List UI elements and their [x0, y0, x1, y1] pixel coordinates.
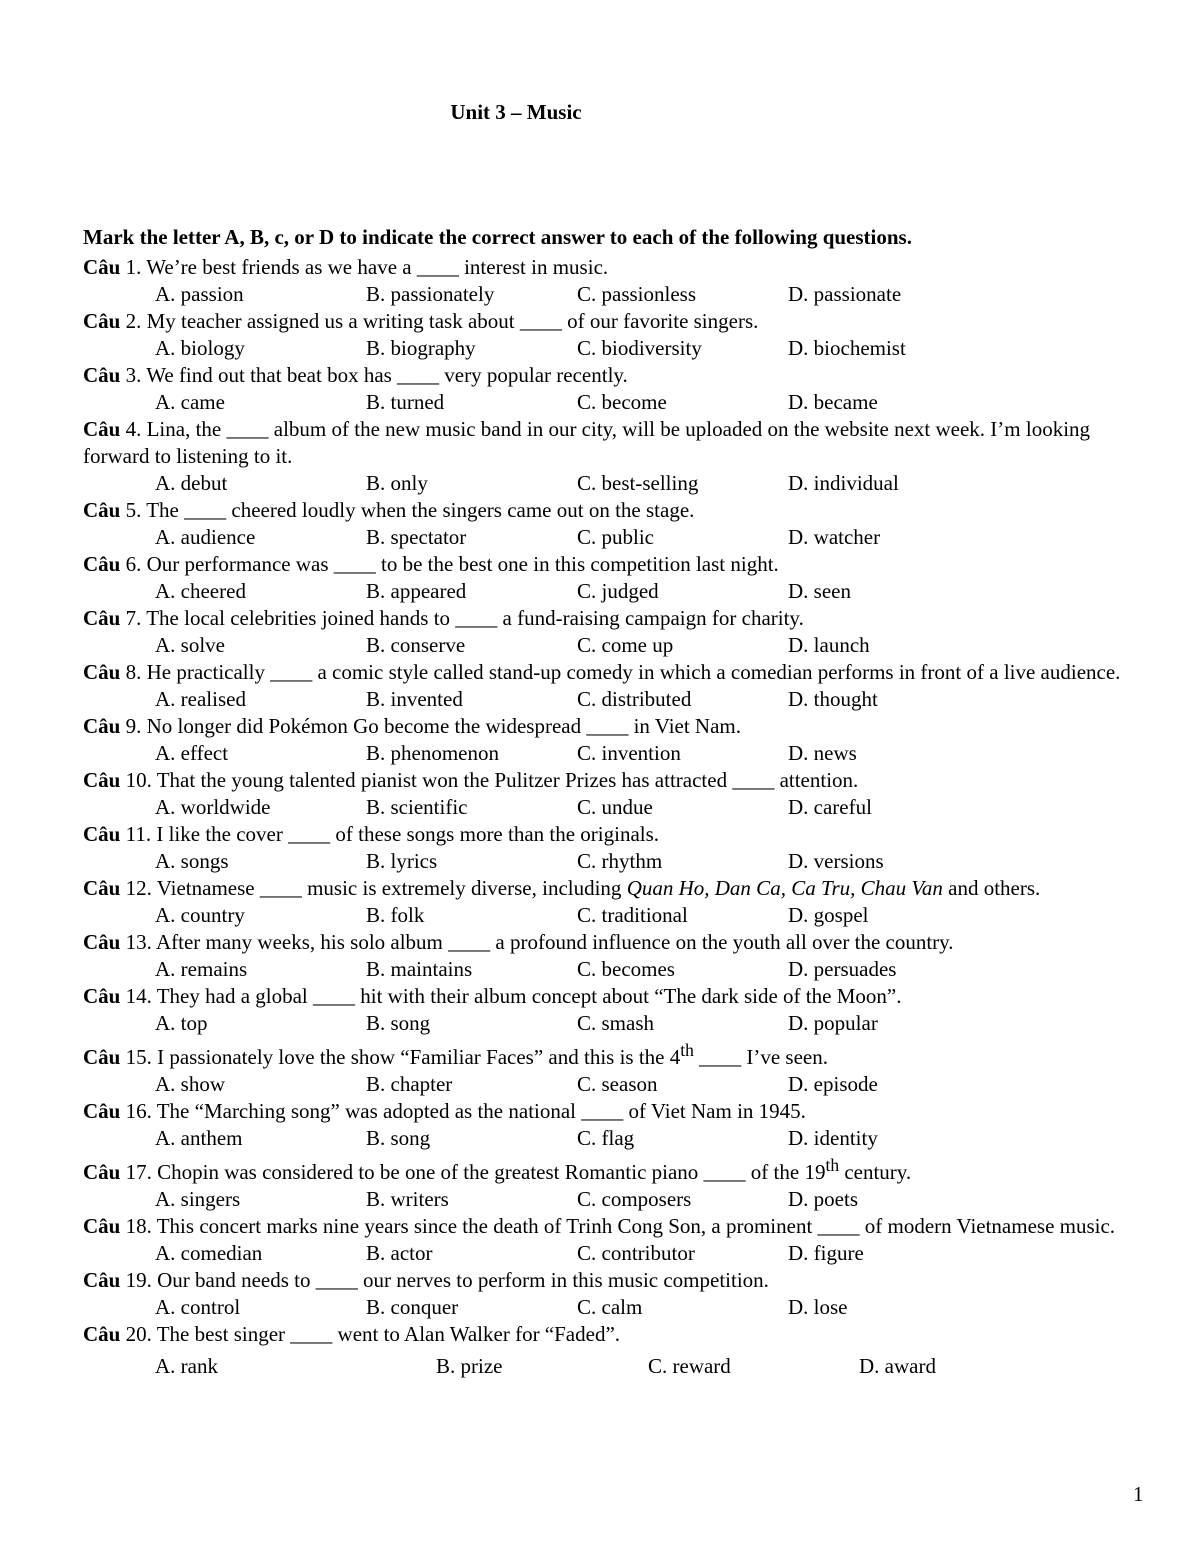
option-c: C. judged [577, 579, 659, 603]
option-a: A. debut [155, 471, 228, 495]
option-b: B. turned [366, 390, 445, 414]
option-c: C. composers [577, 1187, 692, 1211]
question-number: 10 [125, 768, 147, 792]
question-6 [83, 551, 1143, 605]
question-label: Câu [83, 930, 121, 954]
question-text [83, 875, 1143, 902]
instructions: Mark the letter A, B, c, or D to indicate the correct answer to each of the following questions. [83, 225, 912, 249]
option-a: A. country [155, 903, 245, 927]
question-list [83, 254, 1143, 1385]
option-d: D. poets [788, 1187, 858, 1211]
question-label: Câu [83, 768, 121, 792]
question-body: . Chopin was considered to be one of the greatest Romantic piano ____ of the 19 [146, 1160, 826, 1184]
option-d: D. lose [788, 1295, 848, 1319]
question-7 [83, 605, 1143, 659]
option-a: A. audience [155, 525, 256, 549]
question-label: Câu [83, 552, 121, 576]
question-body: . This concert marks nine years since the death of Trinh Cong Son, a prominent ____ of modern Vietnamese music. [146, 1214, 1116, 1238]
question-text [83, 497, 1143, 524]
question-label: Câu [83, 876, 121, 900]
question-label: Câu [83, 1160, 121, 1184]
question-body: . I like the cover ____ of these songs more than the originals. [145, 822, 660, 846]
option-c: C. best-selling [577, 471, 699, 495]
question-body: . The ____ cheered loudly when the singers came out on the stage. [136, 498, 695, 522]
question-body: . My teacher assigned us a writing task about ____ of our favorite singers. [136, 309, 759, 333]
question-label: Câu [83, 1099, 121, 1123]
option-a: A. rank [155, 1354, 218, 1378]
question-label: Câu [83, 363, 121, 387]
option-a: A. top [155, 1011, 208, 1035]
question-body: . We find out that beat box has ____ very popular recently. [136, 363, 628, 387]
question-label: Câu [83, 498, 121, 522]
option-a: A. worldwide [155, 795, 271, 819]
question-text [83, 551, 1143, 578]
answer-options [83, 1240, 1143, 1267]
option-b: B. biography [366, 336, 476, 360]
option-d: D. thought [788, 687, 878, 711]
option-c: C. passionless [577, 282, 697, 306]
option-a: A. effect [155, 741, 229, 765]
answer-options [83, 470, 1143, 497]
answer-options [83, 335, 1143, 362]
option-b: B. lyrics [366, 849, 438, 873]
question-17 [83, 1152, 1143, 1213]
question-text [83, 362, 1143, 389]
question-label: Câu [83, 660, 121, 684]
answer-options [83, 632, 1143, 659]
option-c: C. flag [577, 1126, 635, 1150]
question-label: Câu [83, 1322, 121, 1346]
question-label: Câu [83, 417, 121, 441]
question-11 [83, 821, 1143, 875]
option-c: C. undue [577, 795, 653, 819]
document-title: Unit 3 – Music [450, 100, 582, 124]
option-d: D. passionate [788, 282, 902, 306]
option-b: B. folk [366, 903, 425, 927]
question-label: Câu [83, 1214, 121, 1238]
question-number: 2 [125, 309, 137, 333]
question-body-end: and others. [942, 876, 1041, 900]
option-d: D. watcher [788, 525, 881, 549]
option-c: C. traditional [577, 903, 688, 927]
option-c: C. rhythm [577, 849, 663, 873]
answer-options [83, 956, 1143, 983]
option-b: B. actor [366, 1241, 433, 1265]
question-14 [83, 983, 1143, 1037]
question-text [83, 767, 1143, 794]
question-number: 11 [125, 822, 146, 846]
question-body: . Lina, the ____ album of the new music band in our city, will be uploaded on the website next week. I’m looking forward to listening to it. [83, 417, 1091, 468]
option-d: D. versions [788, 849, 884, 873]
answer-options [83, 1294, 1143, 1321]
question-body: . They had a global ____ hit with their album concept about “The dark side of the Moon”. [146, 984, 902, 1008]
question-number: 20 [125, 1322, 147, 1346]
question-text [83, 659, 1143, 686]
option-d: D. gospel [788, 903, 869, 927]
question-number: 16 [125, 1099, 147, 1123]
answer-options [83, 1125, 1143, 1152]
option-a: A. came [155, 390, 225, 414]
question-number: 5 [125, 498, 137, 522]
option-c: C. reward [648, 1354, 731, 1378]
question-number: 7 [125, 606, 137, 630]
option-c: C. become [577, 390, 667, 414]
question-1 [83, 254, 1143, 308]
option-a: A. anthem [155, 1126, 243, 1150]
option-c: C. smash [577, 1011, 655, 1035]
question-body: . Our performance was ____ to be the best one in this competition last night. [136, 552, 779, 576]
question-body: . I passionately love the show “Familiar Faces” and this is the 4 [146, 1045, 681, 1069]
question-body: . No longer did Pokémon Go become the widespread ____ in Viet Nam. [136, 714, 742, 738]
option-a: A. comedian [155, 1241, 263, 1265]
option-c: C. contributor [577, 1241, 695, 1265]
option-d: D. biochemist [788, 336, 906, 360]
question-19 [83, 1267, 1143, 1321]
question-16 [83, 1098, 1143, 1152]
question-12 [83, 875, 1143, 929]
question-3 [83, 362, 1143, 416]
option-a: A. passion [155, 282, 244, 306]
option-b: B. phenomenon [366, 741, 499, 765]
option-d: D. individual [788, 471, 899, 495]
answer-options [83, 1010, 1143, 1037]
option-a: A. songs [155, 849, 229, 873]
question-number: 15 [125, 1045, 147, 1069]
question-text [83, 254, 1143, 281]
option-b: B. writers [366, 1187, 449, 1211]
question-text [83, 929, 1143, 956]
question-text [83, 1098, 1143, 1125]
question-text [83, 416, 1143, 470]
answer-options [83, 686, 1143, 713]
question-italic-text: Quan Ho, Dan Ca, Ca Tru, Chau Van [626, 876, 943, 900]
ordinal-suffix: th [825, 1155, 840, 1175]
option-d: D. careful [788, 795, 872, 819]
question-label: Câu [83, 822, 121, 846]
question-text [83, 1037, 1143, 1071]
option-b: B. scientific [366, 795, 468, 819]
answer-options [83, 740, 1143, 767]
question-body: . The “Marching song” was adopted as the national ____ of Viet Nam in 1945. [146, 1099, 806, 1123]
option-c: C. calm [577, 1295, 643, 1319]
option-d: D. episode [788, 1072, 878, 1096]
option-d: D. launch [788, 633, 870, 657]
answer-options [83, 902, 1143, 929]
option-a: A. remains [155, 957, 248, 981]
option-b: B. appeared [366, 579, 467, 603]
option-b: B. conserve [366, 633, 466, 657]
option-c: C. biodiversity [577, 336, 702, 360]
question-4 [83, 416, 1143, 497]
question-body: . The best singer ____ went to Alan Walker for “Faded”. [146, 1322, 621, 1346]
option-d: D. figure [788, 1241, 864, 1265]
question-number: 9 [125, 714, 137, 738]
option-a: A. show [155, 1072, 226, 1096]
question-10 [83, 767, 1143, 821]
option-b: B. maintains [366, 957, 473, 981]
option-a: A. control [155, 1295, 241, 1319]
question-text [83, 1213, 1143, 1240]
question-text [83, 713, 1143, 740]
question-body: . He practically ____ a comic style called stand-up comedy in which a comedian performs in front of a live audience. [136, 660, 1121, 684]
option-a: A. solve [155, 633, 225, 657]
answer-options [83, 1186, 1143, 1213]
option-b: B. only [366, 471, 428, 495]
question-number: 4 [125, 417, 137, 441]
question-9 [83, 713, 1143, 767]
answer-options [83, 1071, 1143, 1098]
question-body: . Vietnamese ____ music is extremely diverse, including [146, 876, 627, 900]
question-number: 14 [125, 984, 147, 1008]
option-d: D. award [859, 1354, 936, 1378]
question-label: Câu [83, 606, 121, 630]
question-2 [83, 308, 1143, 362]
option-a: A. singers [155, 1187, 241, 1211]
option-d: D. seen [788, 579, 851, 603]
option-c: C. invention [577, 741, 681, 765]
option-d: D. news [788, 741, 857, 765]
option-c: C. distributed [577, 687, 692, 711]
option-a: A. cheered [155, 579, 246, 603]
option-c: C. season [577, 1072, 658, 1096]
option-a: A. biology [155, 336, 245, 360]
question-body-end: century. [839, 1160, 912, 1184]
question-text [83, 1267, 1143, 1294]
answer-options [83, 524, 1143, 551]
option-b: B. invented [366, 687, 463, 711]
question-body: . The local celebrities joined hands to ____ a fund-raising campaign for charity. [136, 606, 804, 630]
ordinal-suffix: th [680, 1040, 694, 1060]
question-number: 1 [125, 255, 137, 279]
question-text [83, 1152, 1143, 1186]
question-body: . After many weeks, his solo album ____ a profound influence on the youth all over the country. [146, 930, 954, 954]
question-number: 18 [125, 1214, 147, 1238]
option-a: A. realised [155, 687, 246, 711]
question-number: 6 [125, 552, 137, 576]
question-label: Câu [83, 255, 121, 279]
answer-options [83, 578, 1143, 605]
option-d: D. identity [788, 1126, 878, 1150]
option-c: C. public [577, 525, 654, 549]
option-b: B. chapter [366, 1072, 453, 1096]
question-number: 3 [125, 363, 137, 387]
option-c: C. come up [577, 633, 674, 657]
question-number: 12 [125, 876, 147, 900]
answer-options [83, 389, 1143, 416]
question-15 [83, 1037, 1143, 1098]
question-5 [83, 497, 1143, 551]
question-number: 13 [125, 930, 147, 954]
answer-options [83, 281, 1143, 308]
question-label: Câu [83, 309, 121, 333]
option-d: D. popular [788, 1011, 878, 1035]
question-body: . That the young talented pianist won the Pulitzer Prizes has attracted ____ attention. [146, 768, 859, 792]
option-d: D. became [788, 390, 878, 414]
option-b: B. spectator [366, 525, 467, 549]
option-d: D. persuades [788, 957, 897, 981]
question-text [83, 1321, 1143, 1348]
question-number: 19 [125, 1268, 147, 1292]
page-number: 1 [1133, 1482, 1144, 1506]
question-number: 8 [125, 660, 137, 684]
option-b: B. song [366, 1011, 431, 1035]
answer-options [83, 794, 1143, 821]
question-body: . We’re best friends as we have a ____ interest in music. [136, 255, 609, 279]
answer-options [83, 848, 1143, 875]
question-text [83, 605, 1143, 632]
question-label: Câu [83, 1045, 121, 1069]
question-label: Câu [83, 714, 121, 738]
question-body-end: ____ I’ve seen. [693, 1045, 828, 1069]
question-text [83, 308, 1143, 335]
question-20 [83, 1321, 1143, 1385]
question-text [83, 983, 1143, 1010]
question-body: . Our band needs to ____ our nerves to perform in this music competition. [146, 1268, 769, 1292]
option-b: B. passionately [366, 282, 495, 306]
option-b: B. conquer [366, 1295, 459, 1319]
question-label: Câu [83, 1268, 121, 1292]
question-13 [83, 929, 1143, 983]
option-c: C. becomes [577, 957, 675, 981]
option-b: B. song [366, 1126, 431, 1150]
question-8 [83, 659, 1143, 713]
question-label: Câu [83, 984, 121, 1008]
question-18 [83, 1213, 1143, 1267]
question-number: 17 [125, 1160, 147, 1184]
option-b: B. prize [436, 1354, 503, 1378]
answer-options [83, 1353, 1143, 1385]
question-text [83, 821, 1143, 848]
